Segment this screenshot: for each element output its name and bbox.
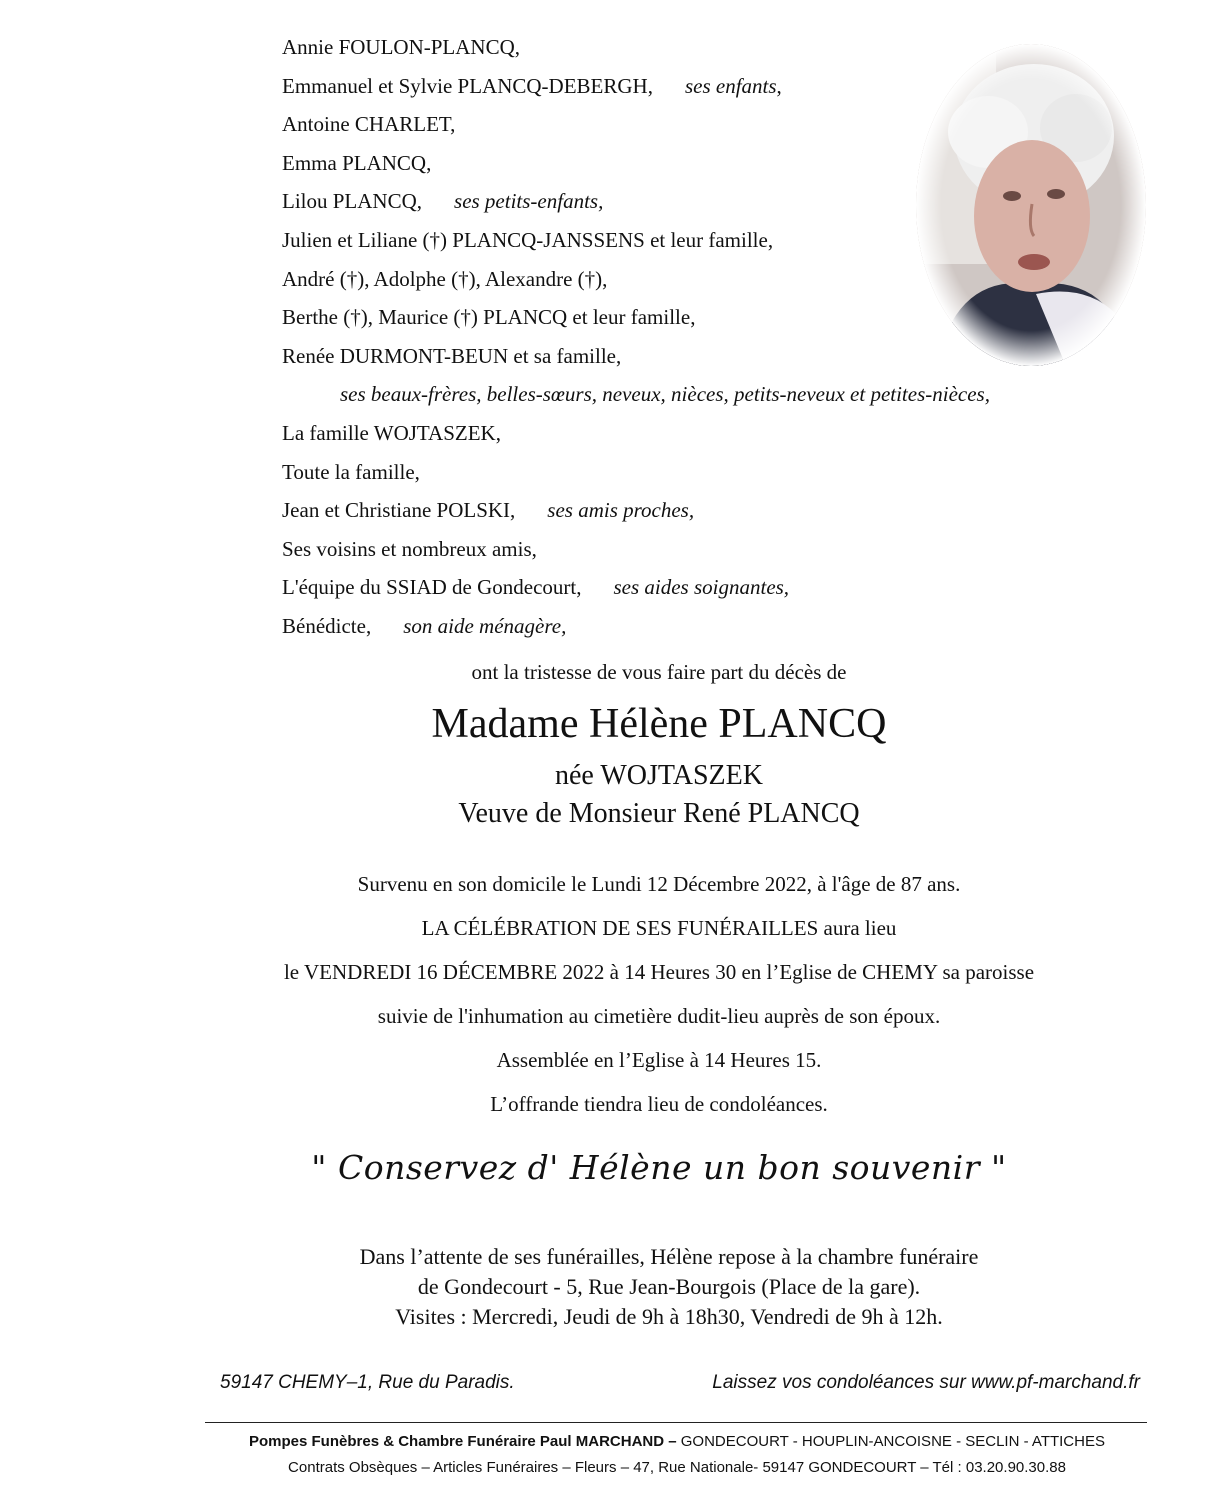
family-name: La famille WOJTASZEK,: [282, 420, 501, 445]
wake-line: Visites : Mercredi, Jeudi de 9h à 18h30, Vendredi de 9h à 12h.: [395, 1304, 943, 1329]
deceased-name: Madame Hélène PLANCQ: [431, 701, 887, 747]
family-name: Lilou PLANCQ,: [282, 189, 423, 214]
company-towns: GONDECOURT - HOUPLIN-ANCOISNE - SECLIN - ATTICHES: [676, 1433, 1105, 1450]
wake-line: Dans l’attente de ses funérailles, Hélène repose à la chambre funéraire: [359, 1244, 979, 1269]
family-name: André (†), Adolphe (†), Alexandre (†),: [282, 266, 608, 291]
family-name: Toute la famille,: [282, 459, 420, 484]
family-name: Berthe (†), Maurice (†) PLANCQ et leur famille,: [282, 305, 696, 330]
family-name: Annie FOULON-PLANCQ,: [282, 35, 520, 59]
family-line: [282, 568, 1182, 607]
family-line: [282, 453, 1182, 492]
detail-line: LA CÉLÉBRATION DE SES FUNÉRAILLES aura lieu: [421, 916, 897, 940]
family-relation: ses amis proches,: [547, 498, 695, 523]
detail-line: Assemblée en l’Eglise à 14 Heures 15.: [496, 1048, 822, 1072]
family-name: Ses voisins et nombreux amis,: [282, 536, 537, 561]
family-name: Bénédicte,: [282, 613, 372, 638]
family-line: [282, 530, 1182, 569]
family-relation: ses aides soignantes,: [613, 575, 790, 600]
family-name: Julien et Liliane (†) PLANCQ-JANSSENS et leur famille,: [282, 227, 774, 252]
footer-contact-line: Contrats Obsèques – Articles Funéraires – Fleurs – 47, Rue Nationale- 59147 GONDECOURT – Tél : 03.20.90.30.88: [288, 1459, 1066, 1476]
maiden-name: née WOJTASZEK: [555, 760, 763, 791]
detail-line: suivie de l'inhumation au cimetière dudit-lieu auprès de son époux.: [377, 1004, 941, 1028]
wake-line: de Gondecourt - 5, Rue Jean-Bourgois (Place de la gare).: [417, 1274, 921, 1299]
family-name: Emma PLANCQ,: [282, 150, 432, 175]
family-address: 59147 CHEMY–1, Rue du Paradis.: [220, 1372, 515, 1393]
widow-of: Veuve de Monsieur René PLANCQ: [458, 798, 860, 829]
family-relation: ses petits-enfants,: [454, 189, 604, 214]
portrait-illustration: [916, 44, 1146, 366]
family-name: Renée DURMONT-BEUN et sa famille,: [282, 343, 622, 368]
family-name: L'équipe du SSIAD de Gondecourt,: [282, 575, 582, 600]
family-relation: son aide ménagère,: [403, 613, 567, 638]
family-line-extended: [282, 375, 1182, 414]
footer-company-line: [70, 1433, 1214, 1450]
family-line: [282, 607, 1182, 646]
family-line: [282, 414, 1182, 453]
family-name: Antoine CHARLET,: [282, 112, 456, 137]
condolences-link[interactable]: Laissez vos condoléances sur www.pf-marchand.fr: [712, 1372, 1140, 1393]
family-relation: ses enfants: [684, 73, 777, 98]
memorial-quote: " Conservez d' Hélène un bon souvenir ": [311, 1148, 1007, 1187]
company-name: Pompes Funèbres & Chambre Funéraire Paul MARCHAND –: [249, 1433, 677, 1450]
detail-line: L’offrande tiendra lieu de condoléances.: [490, 1092, 828, 1116]
wake-info: [62, 1242, 1214, 1332]
detail-line: Survenu en son domicile le Lundi 12 Décembre 2022, à l'âge de 87 ans.: [357, 872, 961, 896]
footer-divider: [205, 1422, 1147, 1423]
family-name: Emmanuel et Sylvie PLANCQ-DEBERGH,: [282, 73, 653, 98]
family-name: Jean et Christiane POLSKI,: [282, 498, 516, 523]
announcement: ont la tristesse de vous faire part du décès de: [471, 660, 847, 684]
portrait-photo-icon: [916, 44, 1146, 366]
family-relation-tail: ,: [776, 73, 782, 98]
family-line: [282, 491, 1182, 530]
family-relation: ses beaux-frères, belles-sœurs, neveux, nièces, petits-neveux et petites-nièces,: [340, 382, 990, 407]
funeral-details: [52, 866, 1214, 1130]
detail-line: le VENDREDI 16 DÉCEMBRE 2022 à 14 Heures 30 en l’Eglise de CHEMY sa paroisse: [283, 960, 1035, 984]
